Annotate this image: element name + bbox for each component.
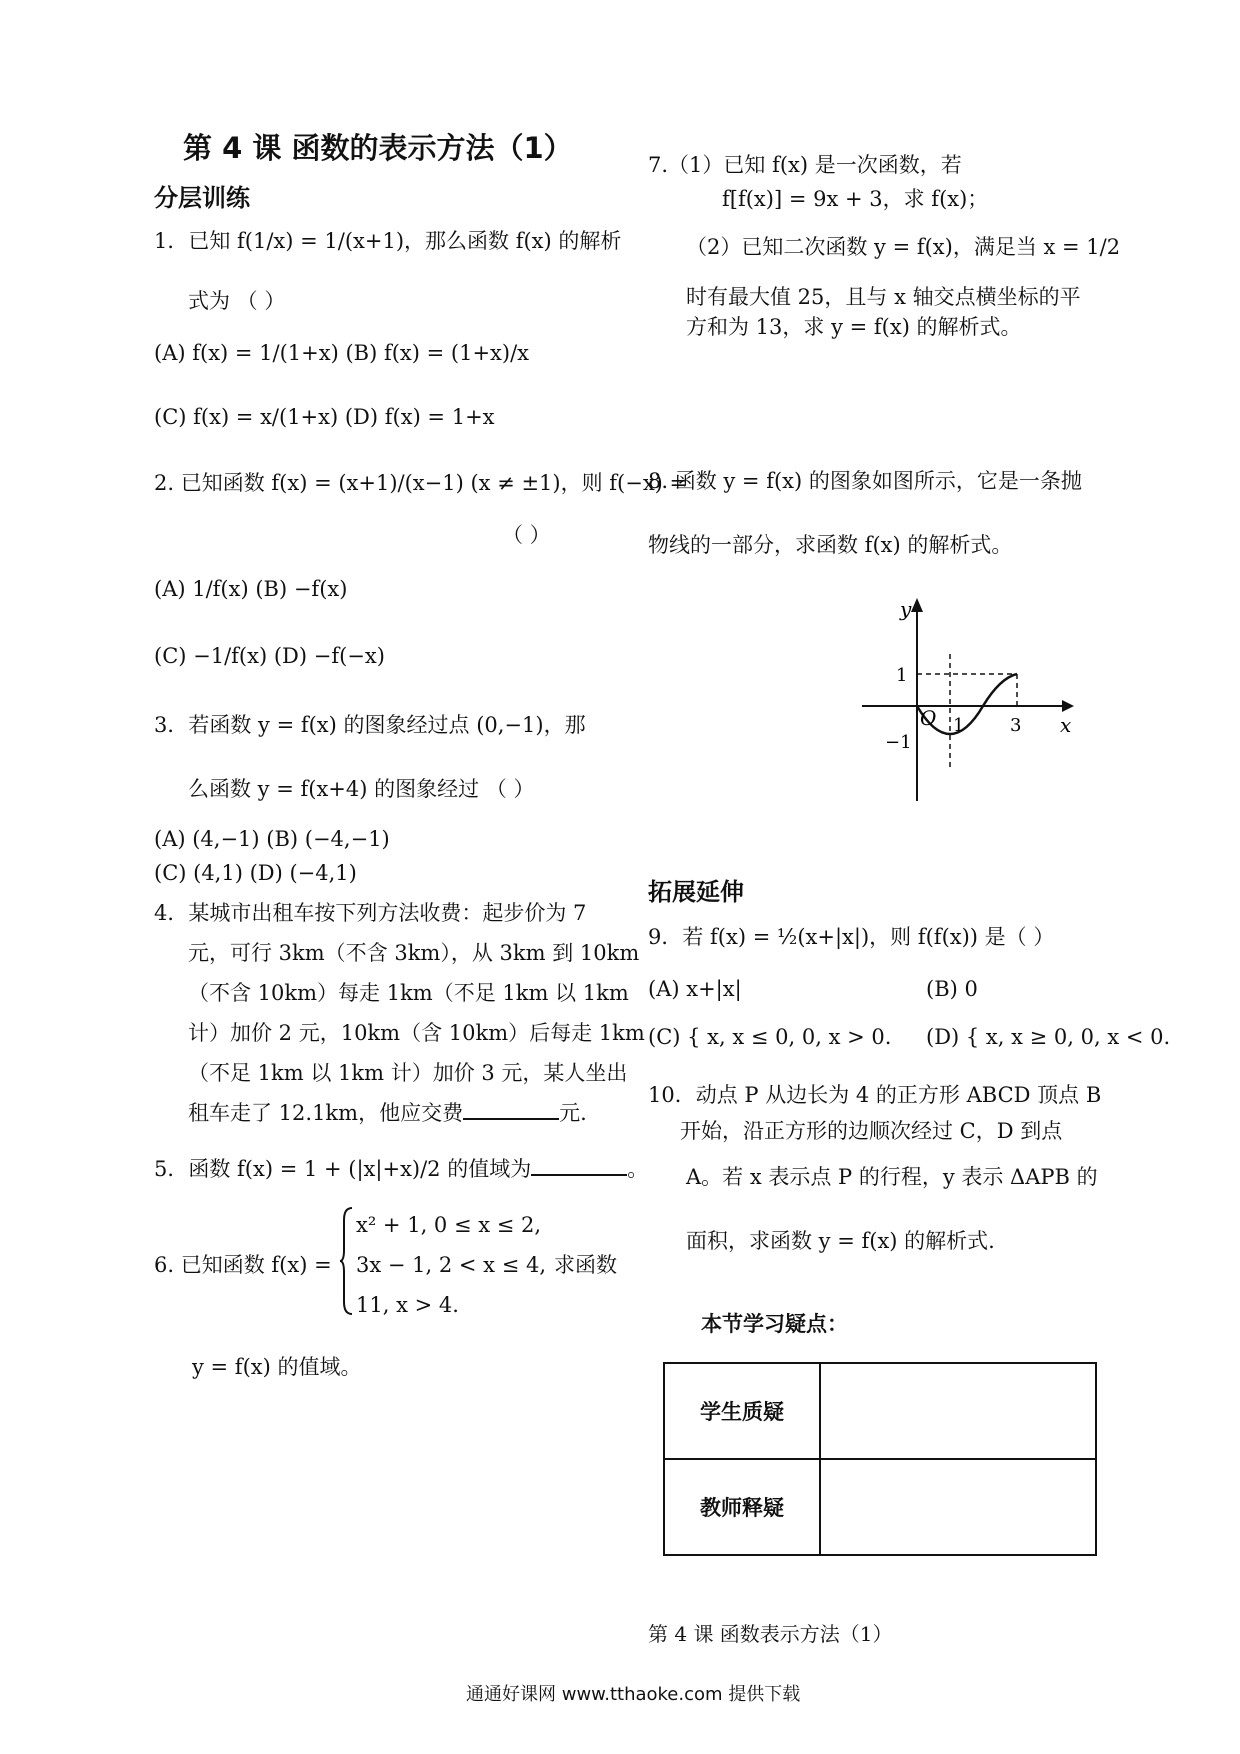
q1-stem-cont: 式为 （ ） [188, 289, 286, 313]
graph-label-origin: O [920, 706, 937, 730]
q7-part2-cont-2: 方和为 13，求 y = f(x) 的解析式。 [686, 315, 1022, 339]
table-row [664, 1459, 1096, 1555]
q10-line-2: 开始，沿正方形的边顺次经过 C，D 到点 [680, 1119, 1063, 1143]
q8-stem-cont: 物线的一部分，求函数 f(x) 的解析式。 [648, 533, 1013, 557]
x-axis [862, 700, 1074, 712]
q4-line-3: （不含 10km）每走 1km（不足 1km 以 1km [188, 981, 629, 1005]
row-label-teacher: 教师释疑 [664, 1459, 820, 1555]
q4-line-1: 4．某城市出租车按下列方法收费：起步价为 7 [154, 901, 587, 925]
page-title: 第 4 课 函数的表示方法（1） [183, 131, 573, 165]
q7-part1-cont: f[f(x)] = 9x + 3，求 f(x)； [722, 187, 989, 211]
q2-stem: 2. 已知函数 f(x) = (x+1)/(x−1) (x ≠ ±1)，则 f(−x) = [154, 471, 688, 495]
q4-line-5: （不足 1km 以 1km 计）加价 3 元，某人坐出 [188, 1061, 628, 1085]
graph-tick-yn1: −1 [885, 732, 912, 753]
q3-stem-cont: 么函数 y = f(x+4) 的图象经过 （ ） [188, 777, 535, 801]
q4-answer-blank[interactable] [463, 1100, 559, 1120]
q5-end: 。 [627, 1157, 649, 1181]
graph-tick-y1: 1 [896, 665, 908, 686]
q2-options-ab: (A) 1/f(x) (B) −f(x) [154, 577, 348, 601]
q9-option-a: (A) x+|x| [648, 977, 742, 1001]
graph-tick-x1: 1 [953, 715, 965, 736]
graph-label-y: y [900, 597, 912, 621]
q8-parabola-graph [860, 596, 1080, 806]
q1-stem: 1．已知 f(1/x) = 1/(x+1)，那么函数 f(x) 的解析 [154, 229, 622, 253]
q4-line-4: 计）加价 2 元，10km（含 10km）后每走 1km [188, 1021, 645, 1045]
q10-line-3: A。若 x 表示点 P 的行程，y 表示 ΔAPB 的 [686, 1165, 1098, 1189]
q6-ask: 求函数 [554, 1253, 617, 1277]
q6-ask-cont: y = f(x) 的值域。 [192, 1355, 362, 1379]
footer-lesson-title: 第 4 课 函数表示方法（1） [648, 1622, 893, 1646]
q8-stem: 8. 函数 y = f(x) 的图象如图所示，它是一条抛 [648, 469, 1082, 493]
section-heading-doubts: 本节学习疑点： [701, 1312, 848, 1336]
graph-tick-x3: 3 [1010, 715, 1022, 736]
q6-stem: 6. 已知函数 f(x) = [154, 1253, 332, 1277]
q4-line-6 [188, 1100, 587, 1126]
q4-line-6-text: 租车走了 12.1km，他应交费 [188, 1101, 464, 1125]
section-heading-extension: 拓展延伸 [648, 878, 744, 906]
q5-text: 5．函数 f(x) = 1 + (|x|+x)/2 的值域为 [154, 1157, 532, 1181]
q3-options-ab: (A) (4,−1) (B) (−4,−1) [154, 827, 390, 851]
q5-line [154, 1156, 648, 1182]
q6-case-2: 3x − 1, 2 < x ≤ 4, [356, 1253, 546, 1277]
q3-stem: 3．若函数 y = f(x) 的图象经过点 (0,−1)，那 [154, 713, 586, 737]
q10-line-4: 面积，求函数 y = f(x) 的解析式. [686, 1229, 995, 1253]
q4-line-2: 元，可行 3km（不含 3km），从 3km 到 10km [188, 941, 640, 965]
q1-options-cd: (C) f(x) = x/(1+x) (D) f(x) = 1+x [154, 405, 495, 429]
q7-part2-cont-1: 时有最大值 25，且与 x 轴交点横坐标的平 [686, 285, 1081, 309]
y-axis [911, 598, 923, 801]
q2-answer-bracket: （ ） [502, 523, 551, 547]
q4-unit: 元. [559, 1101, 587, 1125]
teacher-answer-cell[interactable] [820, 1459, 1096, 1555]
q6-case-3: 11, x > 4. [356, 1293, 459, 1317]
q9-option-b: (B) 0 [926, 977, 978, 1001]
q5-answer-blank[interactable] [531, 1156, 627, 1176]
q1-options-ab: (A) f(x) = 1/(1+x) (B) f(x) = (1+x)/x [154, 341, 530, 365]
q10-line-1: 10．动点 P 从边长为 4 的正方形 ABCD 顶点 B [648, 1083, 1102, 1107]
student-question-cell[interactable] [820, 1363, 1096, 1459]
q7-part2: （2）已知二次函数 y = f(x)，满足当 x = 1/2 [686, 235, 1121, 259]
table-row [664, 1363, 1096, 1459]
q3-options-cd: (C) (4,1) (D) (−4,1) [154, 861, 357, 885]
q9-stem: 9．若 f(x) = ½(x+|x|)，则 f(f(x)) 是（ ） [648, 925, 1055, 949]
section-heading-layered: 分层训练 [154, 184, 250, 212]
q2-options-cd: (C) −1/f(x) (D) −f(−x) [154, 644, 385, 668]
q7-part1: 7.（1）已知 f(x) 是一次函数，若 [648, 153, 962, 177]
doubts-table [663, 1362, 1097, 1556]
row-label-student: 学生质疑 [664, 1363, 820, 1459]
q9-option-d: (D) { x, x ≥ 0, 0, x < 0. [926, 1025, 1171, 1049]
q6-brace [340, 1206, 346, 1316]
q6-case-1: x² + 1, 0 ≤ x ≤ 2, [356, 1213, 542, 1237]
q9-option-c: (C) { x, x ≤ 0, 0, x > 0. [648, 1025, 892, 1049]
graph-label-x: x [1060, 713, 1072, 737]
footer-site-credit: 通通好课网 www.tthaoke.com 提供下载 [466, 1684, 801, 1705]
